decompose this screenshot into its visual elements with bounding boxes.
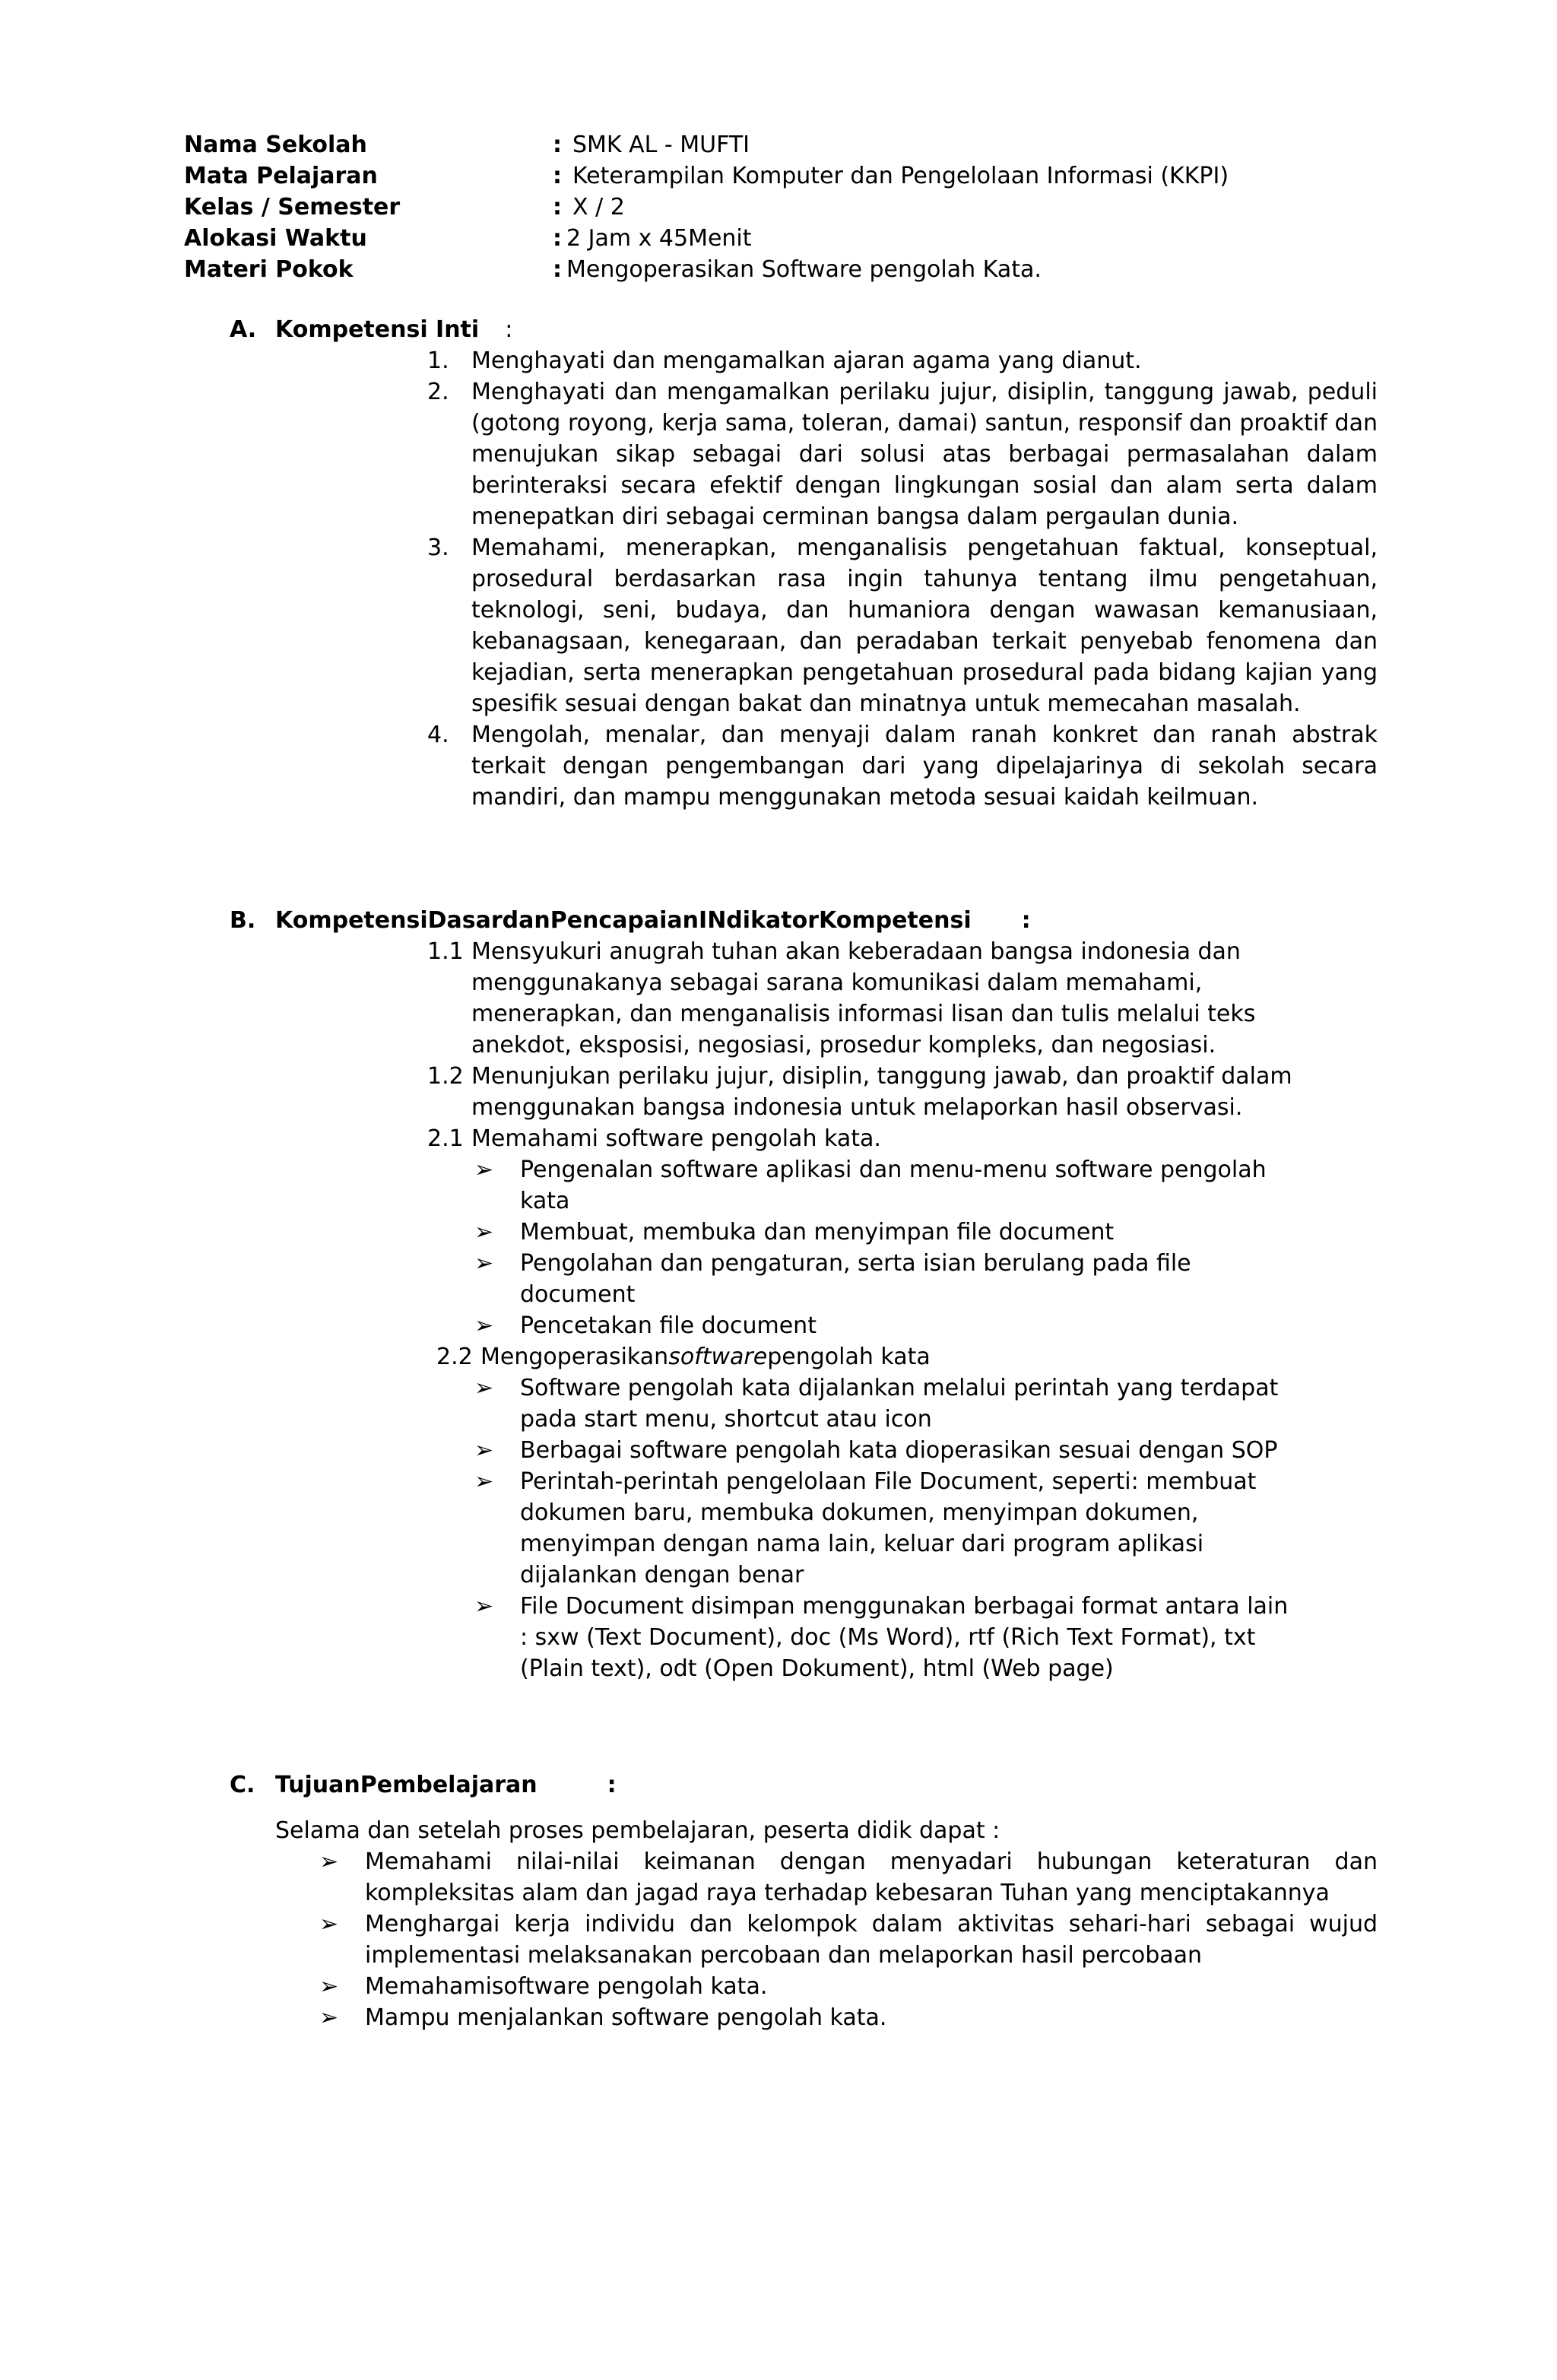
kompetensi-inti-list xyxy=(427,345,1378,813)
list-item: ➢ Pengenalan software aplikasi dan menu-menu software pengolah kata xyxy=(427,1154,1279,1217)
section-title: Kompetensi Inti xyxy=(275,316,480,343)
arrow-bullet-icon: ➢ xyxy=(319,2004,339,2031)
header-value: SMK AL - MUFTI xyxy=(572,132,750,158)
header-row: Materi Pokok : Mengoperasikan Software pengolah Kata. xyxy=(184,254,1229,285)
arrow-bullet-icon: ➢ xyxy=(319,1848,339,1875)
list-item: 2.2 Mengoperasikansoftwarepengolah kata xyxy=(436,1344,931,1370)
list-item: ➢ Berbagai software pengolah kata dioperasikan sesuai dengan SOP xyxy=(427,1435,1294,1466)
header-label: Mata Pelajaran xyxy=(184,163,378,189)
arrow-bullet-icon: ➢ xyxy=(474,1437,494,1464)
header-label: Nama Sekolah xyxy=(184,132,367,158)
list-item: ➢ Perintah-perintah pengelolaan File Document, seperti: membuat dokumen baru, membuka dokumen, menyimpan dokumen, menyimpan dengan nama lain, keluar dari program aplikasi dijalankan dengan benar xyxy=(427,1466,1294,1591)
header-table xyxy=(184,129,1229,285)
arrow-bullet-icon: ➢ xyxy=(474,1468,494,1495)
list-item: ➢ Memahami nilai-nilai keimanan dengan menyadari hubungan keteraturan dan kompleksitas alam dan jagad raya terhadap kebesaran Tuhan yang menciptakannya xyxy=(319,1846,1378,1909)
list-item: 4. Mengolah, menalar, dan menyaji dalam ranah konkret dan ranah abstrak terkait dengan pengembangan dari yang dipelajarinya di sekolah secara mandiri, dan mampu menggunakan metoda sesuai kaidah keilmuan. xyxy=(427,722,1378,811)
list-item: 1.2 Menunjukan perilaku jujur, disiplin, tanggung jawab, dan proaktif dalam menggunakan bangsa indonesia untuk melaporkan hasil observasi. xyxy=(427,1063,1292,1121)
arrow-bullet-icon: ➢ xyxy=(319,1973,339,2000)
list-item: 1.1 Mensyukuri anugrah tuhan akan keberadaan bangsa indonesia dan menggunakanya sebagai sarana komunikasi dalam memahami, menerapkan, dan menganalisis informasi lisan dan tulis melalui teks anekdot, eksposisi, negosiasi, prosedur kompleks, dan negosiasi. xyxy=(427,938,1256,1058)
header-value: Keterampilan Komputer dan Pengelolaan Informasi (KKPI) xyxy=(572,163,1229,189)
header-value: 2 Jam x 45Menit xyxy=(566,225,752,252)
section-c-heading: C. TujuanPembelajaran : xyxy=(230,1769,617,1801)
arrow-bullet-icon: ➢ xyxy=(474,1593,494,1620)
header-label: Alokasi Waktu xyxy=(184,225,367,252)
section-title: TujuanPembelajaran xyxy=(275,1772,537,1798)
list-item: ➢ Pengolahan dan pengaturan, serta isian berulang pada file document xyxy=(427,1248,1279,1310)
bullet-list xyxy=(427,1154,1378,1341)
list-item: 2. Menghayati dan mengamalkan perilaku jujur, disiplin, tanggung jawab, peduli (gotong royong, kerja sama, toleran, damai) santun, responsif dan proaktif dan menujukan sikap sebagai dari solusi atas berbagai permasalahan dalam berinteraksi secara efektif dengan lingkungan sosial dan alam serta dalam menepatkan diri sebagai cerminan bangsa dalam pergaulan dunia. xyxy=(427,379,1378,530)
section-a-heading: A. Kompetensi Inti : xyxy=(230,314,512,345)
tujuan-intro: Selama dan setelah proses pembelajaran, peserta didik dapat : xyxy=(275,1817,1000,1844)
list-item: ➢ Mampu menjalankan software pengolah kata. xyxy=(319,2002,1378,2033)
header-row: Nama Sekolah : SMK AL - MUFTI xyxy=(184,129,1229,160)
list-item: ➢ File Document disimpan menggunakan berbagai format antara lain : sxw (Text Document), doc (Ms Word), rtf (Rich Text Format), txt (Plain text), odt (Open Dokument), html (Web page) xyxy=(427,1591,1294,1684)
list-item: ➢ Membuat, membuka dan menyimpan file document xyxy=(427,1217,1279,1248)
header-label: Kelas / Semester xyxy=(184,194,401,221)
list-item: 1. Menghayati dan mengamalkan ajaran agama yang dianut. xyxy=(427,347,1142,374)
list-item: ➢ Pencetakan file document xyxy=(427,1310,1279,1341)
section-b-heading: B. KompetensiDasardanPencapaianINdikatorKompetensi : xyxy=(230,905,1031,936)
list-item: 2.1 Memahami software pengolah kata. xyxy=(427,1125,881,1152)
tujuan-list xyxy=(319,1846,1378,2033)
header-label: Materi Pokok xyxy=(184,256,354,283)
header-value: Mengoperasikan Software pengolah Kata. xyxy=(566,256,1042,283)
header-row: Alokasi Waktu : 2 Jam x 45Menit xyxy=(184,223,1229,254)
list-item: ➢ Menghargai kerja individu dan kelompok dalam aktivitas sehari-hari sebagai wujud implementasi melaksanakan percobaan dan melaporkan hasil percobaan xyxy=(319,1909,1378,1971)
list-item: 3. Memahami, menerapkan, menganalisis pengetahuan faktual, konseptual, prosedural berdasarkan rasa ingin tahunya tentang ilmu pengetahuan, teknologi, seni, budaya, dan humaniora dengan wawasan kemanusiaan, kebanagsaan, kenegaraan, dan peradaban terkait penyebab fenomena dan kejadian, serta menerapkan pengetahuan prosedural pada bidang kajian yang spesifik sesuai dengan bakat dan minatnya untuk memecahan masalah. xyxy=(427,535,1378,717)
header-row: Mata Pelajaran : Keterampilan Komputer dan Pengelolaan Informasi (KKPI) xyxy=(184,160,1229,192)
kompetensi-dasar-list xyxy=(427,936,1378,1684)
list-item: ➢ Memahamisoftware pengolah kata. xyxy=(319,1971,1378,2002)
arrow-bullet-icon: ➢ xyxy=(474,1375,494,1401)
section-title: KompetensiDasardanPencapaianINdikatorKompetensi xyxy=(275,907,972,934)
arrow-bullet-icon: ➢ xyxy=(474,1219,494,1246)
arrow-bullet-icon: ➢ xyxy=(474,1157,494,1183)
arrow-bullet-icon: ➢ xyxy=(474,1312,494,1339)
list-item: ➢ Software pengolah kata dijalankan melalui perintah yang terdapat pada start menu, shortcut atau icon xyxy=(427,1372,1294,1435)
arrow-bullet-icon: ➢ xyxy=(319,1911,339,1937)
header-row: Kelas / Semester : X / 2 xyxy=(184,192,1229,223)
header-value: X / 2 xyxy=(572,194,625,221)
bullet-list xyxy=(427,1372,1378,1684)
arrow-bullet-icon: ➢ xyxy=(474,1250,494,1277)
